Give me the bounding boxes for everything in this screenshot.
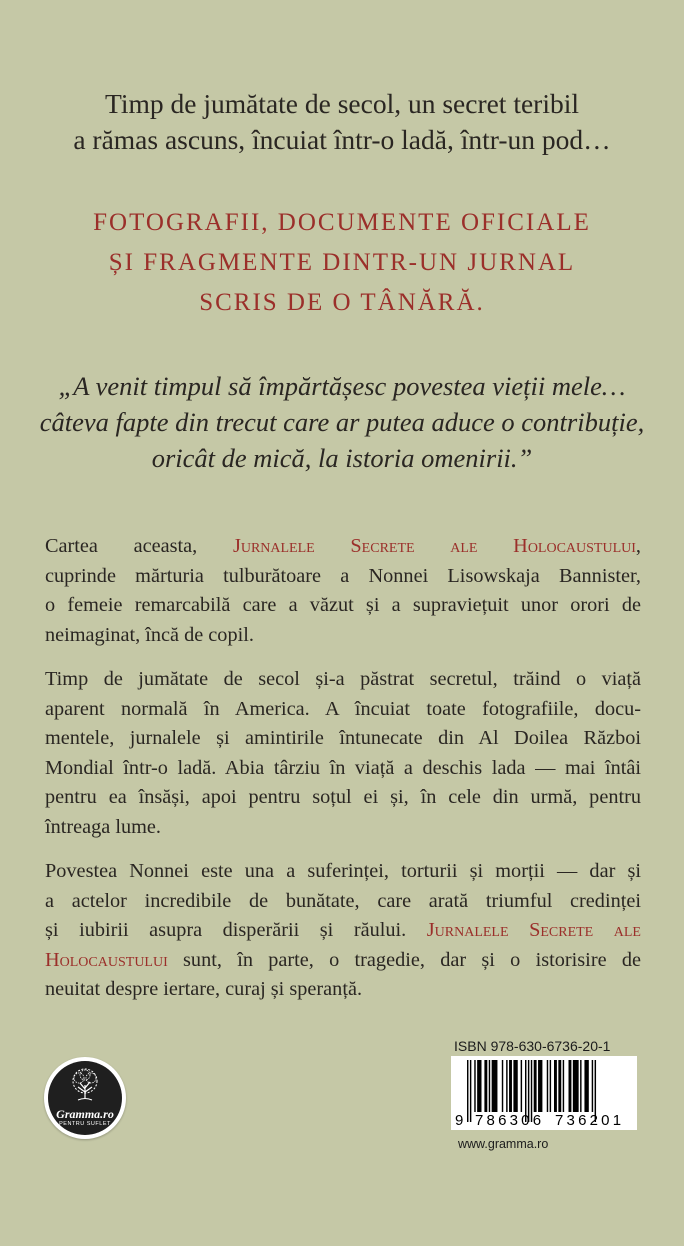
book-title: Jurnalele Secrete ale Holocaustului (232, 535, 636, 557)
barcode-bar (534, 1060, 537, 1112)
quote-line: oricât de mică, la istoria omenirii.” (151, 443, 533, 473)
book-title: Holocaustului (45, 948, 168, 971)
text-line: neuitat despre iertare, curaj și speranță. (45, 978, 363, 1000)
text-line: și iubirii asupra disperării și răului. Jurnalele Secrete ale (45, 919, 641, 941)
barcode-group-left: 786306 (475, 1112, 545, 1129)
barcode-bar (509, 1060, 512, 1112)
text-line: o femeie remarcabilă care a văzut și a supraviețuit unor orori de (45, 594, 641, 616)
barcode-bar (477, 1060, 481, 1112)
barcode (451, 1056, 637, 1130)
barcode-bar (506, 1060, 507, 1112)
barcode-digits (451, 1112, 637, 1128)
barcode-bar (474, 1060, 475, 1112)
barcode-bar (563, 1060, 564, 1112)
barcode-bar (513, 1060, 517, 1112)
barcode-bar (573, 1060, 579, 1112)
text-line: mentele, jurnalele și amintirile întunecate din Al Doilea Război (45, 727, 641, 749)
text-line: neimaginat, încă de copil. (45, 623, 254, 646)
text-line: Holocaustului sunt, în parte, o tragedie, dar și o istorisire de (45, 948, 641, 971)
tagline-line: Timp de jumătate de secol, un secret teribil (105, 88, 579, 119)
logo-tagline: PENTRU SUFLET (59, 1121, 111, 1127)
barcode-bar (584, 1060, 588, 1112)
barcode-bar (569, 1060, 572, 1112)
barcode-bar (592, 1060, 593, 1112)
headline (0, 203, 684, 323)
barcode-bar (538, 1060, 542, 1112)
barcode-digit-first: 9 (455, 1112, 464, 1129)
book-title: Jurnalele Secrete ale (426, 919, 641, 941)
text-line: cuprinde mărturia tulburătoare a Nonnei Lisowskaja Bannister, (45, 564, 641, 587)
text-line: a actelor incredibile de bunătate, care arată triumful credinței (45, 889, 641, 912)
logo-wordmark: Gramma.ro (56, 1107, 114, 1121)
headline-line: SCRIS DE O TÂNĂRĂ. (199, 289, 485, 316)
barcode-bar (554, 1060, 557, 1112)
pull-quote (0, 368, 684, 476)
barcode-group-right: 736201 (555, 1112, 625, 1129)
text-line: Cartea aceasta, Jurnalele Secrete ale Holocaustului, (45, 535, 641, 557)
text-line: Povestea Nonnei este una a suferinței, torturii și morții — dar și (45, 860, 641, 882)
text-line: pentru ea însăși, apoi pentru soțul ei și, în cele din urmă, pentru (45, 786, 641, 808)
barcode-bar (492, 1060, 498, 1112)
text-line: întreaga lume. (45, 815, 162, 838)
headline-line: FOTOGRAFII, DOCUMENTE OFICIALE (93, 209, 591, 236)
barcode-bar (484, 1060, 487, 1112)
tagline-line: a rămas ascuns, încuiat într-o ladă, într-un pod… (73, 124, 611, 155)
barcode-bar (502, 1060, 503, 1112)
publisher-website: www.gramma.ro (458, 1137, 549, 1151)
text-line: aparent normală în America. A încuiat toate fotografiile, docu- (45, 697, 641, 720)
paragraph-1 (45, 532, 641, 650)
isbn-number: ISBN 978-630-6736-20-1 (454, 1038, 611, 1054)
paragraph-3 (45, 857, 641, 1005)
barcode-bar (580, 1060, 581, 1112)
quote-line: „A venit timpul să împărtășesc povestea vieții mele… (58, 371, 626, 401)
barcode-bar (547, 1060, 548, 1112)
barcode-bar (550, 1060, 551, 1112)
headline-line: ȘI FRAGMENTE DINTR-UN JURNAL (108, 249, 576, 276)
paragraph-2 (45, 665, 641, 842)
text-line: Mondial într-o ladă. Abia târziu în viață a deschis lada — mai întâi (45, 756, 641, 779)
publisher-logo (44, 1057, 126, 1139)
barcode-bar (521, 1060, 522, 1112)
quote-line: câteva fapte din trecut care ar putea aduce o contribuție, (39, 407, 645, 437)
barcode-bar (489, 1060, 490, 1112)
description (45, 532, 641, 1020)
tree-icon (66, 1067, 104, 1109)
text-line: Timp de jumătate de secol și-a păstrat secretul, trăind o viață (45, 668, 641, 690)
barcode-bar (558, 1060, 561, 1112)
tagline (0, 86, 684, 158)
